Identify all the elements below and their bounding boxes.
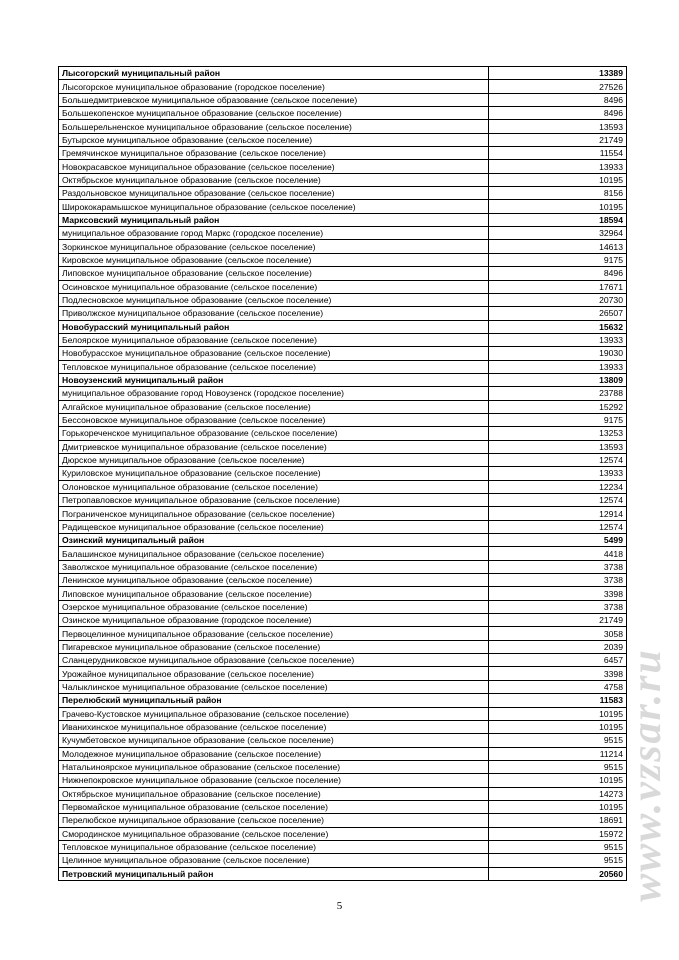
- value-cell: 9515: [489, 840, 627, 853]
- table-row: [59, 80, 627, 93]
- table-row: [59, 133, 627, 146]
- municipality-name: Целинное муниципальное образование (сельское поселение): [59, 854, 489, 867]
- municipality-name: Гремячинское муниципальное образование (сельское поселение): [59, 147, 489, 160]
- municipality-name: Смородинское муниципальное образование (сельское поселение): [59, 827, 489, 840]
- value-cell: 4758: [489, 680, 627, 693]
- municipality-name: Горькореченское муниципальное образование (сельское поселение): [59, 427, 489, 440]
- table-row: [59, 520, 627, 533]
- value-cell: 23788: [489, 387, 627, 400]
- value-cell: 20560: [489, 867, 627, 880]
- municipality-name: Новобурасское муниципальное образование (сельское поселение): [59, 347, 489, 360]
- value-cell: 13933: [489, 360, 627, 373]
- municipality-name: Радищевское муниципальное образование (сельское поселение): [59, 520, 489, 533]
- value-cell: 21749: [489, 133, 627, 146]
- table-row: [59, 760, 627, 773]
- district-row: [59, 534, 627, 547]
- value-cell: 2039: [489, 640, 627, 653]
- table-body: [59, 67, 627, 881]
- district-row: [59, 373, 627, 386]
- municipality-name: Новокрасавское муниципальное образование (сельское поселение): [59, 160, 489, 173]
- table-row: [59, 560, 627, 573]
- value-cell: 26507: [489, 307, 627, 320]
- value-cell: 15972: [489, 827, 627, 840]
- table-row: [59, 293, 627, 306]
- value-cell: 13593: [489, 440, 627, 453]
- table-row: [59, 747, 627, 760]
- table-row: [59, 507, 627, 520]
- table-row: [59, 147, 627, 160]
- table-row: [59, 574, 627, 587]
- table-row: [59, 680, 627, 693]
- municipality-name: Липовское муниципальное образование (сельское поселение): [59, 267, 489, 280]
- value-cell: 5499: [489, 534, 627, 547]
- municipality-name: Большедмитриевское муниципальное образование (сельское поселение): [59, 93, 489, 106]
- district-row: [59, 694, 627, 707]
- municipality-name: Балашинское муниципальное образование (сельское поселение): [59, 547, 489, 560]
- municipality-name: Первоцелинное муниципальное образование (сельское поселение): [59, 627, 489, 640]
- table-row: [59, 307, 627, 320]
- municipality-name: Кировское муниципальное образование (сельское поселение): [59, 253, 489, 266]
- municipality-name: Бутырское муниципальное образование (сельское поселение): [59, 133, 489, 146]
- municipality-name: Молодежное муниципальное образование (сельское поселение): [59, 747, 489, 760]
- municipality-name: Сланцерудниковское муниципальное образование (сельское поселение): [59, 654, 489, 667]
- value-cell: 12574: [489, 453, 627, 466]
- table-row: [59, 480, 627, 493]
- table-row: [59, 440, 627, 453]
- district-row: [59, 320, 627, 333]
- table-row: [59, 160, 627, 173]
- municipality-name: Кучумбетовское муниципальное образование (сельское поселение): [59, 734, 489, 747]
- value-cell: 6457: [489, 654, 627, 667]
- table-row: [59, 253, 627, 266]
- table-row: [59, 267, 627, 280]
- table-row: [59, 600, 627, 613]
- municipality-name: муниципальное образование город Новоузенск (городское поселение): [59, 387, 489, 400]
- table-row: [59, 173, 627, 186]
- municipality-name: Перелюбское муниципальное образование (сельское поселение): [59, 814, 489, 827]
- municipality-name: муниципальное образование город Маркс (городское поселение): [59, 227, 489, 240]
- value-cell: 12234: [489, 480, 627, 493]
- data-table: [58, 66, 627, 881]
- table-row: [59, 800, 627, 813]
- table-row: [59, 413, 627, 426]
- table-row: [59, 280, 627, 293]
- value-cell: 11583: [489, 694, 627, 707]
- value-cell: 10195: [489, 200, 627, 213]
- municipality-name: Бессоновское муниципальное образование (сельское поселение): [59, 413, 489, 426]
- value-cell: 10195: [489, 720, 627, 733]
- table-row: [59, 814, 627, 827]
- municipality-name: Октябрьское муниципальное образование (сельское поселение): [59, 173, 489, 186]
- value-cell: 14613: [489, 240, 627, 253]
- district-name: Марксовский муниципальный район: [59, 213, 489, 226]
- table-row: [59, 494, 627, 507]
- municipality-name: Зоркинское муниципальное образование (сельское поселение): [59, 240, 489, 253]
- table-row: [59, 427, 627, 440]
- value-cell: 8156: [489, 187, 627, 200]
- value-cell: 3738: [489, 600, 627, 613]
- district-name: Новобурасский муниципальный район: [59, 320, 489, 333]
- district-name: Озинский муниципальный район: [59, 534, 489, 547]
- table-row: [59, 107, 627, 120]
- value-cell: 8496: [489, 107, 627, 120]
- value-cell: 13809: [489, 373, 627, 386]
- value-cell: 12574: [489, 494, 627, 507]
- table-row: [59, 240, 627, 253]
- table-row: [59, 627, 627, 640]
- value-cell: 13933: [489, 160, 627, 173]
- table-row: [59, 720, 627, 733]
- municipality-name: Дюрское муниципальное образование (сельское поселение): [59, 453, 489, 466]
- district-name: Новоузенский муниципальный район: [59, 373, 489, 386]
- value-cell: 18691: [489, 814, 627, 827]
- table-row: [59, 827, 627, 840]
- municipality-name: Нижнепокровское муниципальное образование (сельское поселение): [59, 774, 489, 787]
- table-row: [59, 467, 627, 480]
- value-cell: 27526: [489, 80, 627, 93]
- district-row: [59, 67, 627, 80]
- municipality-name: Лысогорское муниципальное образование (городское поселение): [59, 80, 489, 93]
- value-cell: 3738: [489, 574, 627, 587]
- municipality-name: Приволжское муниципальное образование (сельское поселение): [59, 307, 489, 320]
- table-row: [59, 840, 627, 853]
- table-row: [59, 774, 627, 787]
- table-row: [59, 227, 627, 240]
- value-cell: 18594: [489, 213, 627, 226]
- value-cell: 9515: [489, 854, 627, 867]
- table-row: [59, 734, 627, 747]
- value-cell: 11214: [489, 747, 627, 760]
- municipality-name: Озерское муниципальное образование (сельское поселение): [59, 600, 489, 613]
- table-row: [59, 400, 627, 413]
- municipality-name: Иванихинское муниципальное образование (сельское поселение): [59, 720, 489, 733]
- table-row: [59, 854, 627, 867]
- watermark-text: www.vzsar.ru: [624, 648, 670, 902]
- value-cell: 14273: [489, 787, 627, 800]
- table-row: [59, 200, 627, 213]
- municipality-name: Петропавловское муниципальное образование (сельское поселение): [59, 494, 489, 507]
- value-cell: 3738: [489, 560, 627, 573]
- table-row: [59, 707, 627, 720]
- municipality-name: Алгайское муниципальное образование (сельское поселение): [59, 400, 489, 413]
- value-cell: 10195: [489, 800, 627, 813]
- municipality-name: Раздольновское муниципальное образование (сельское поселение): [59, 187, 489, 200]
- value-cell: 12914: [489, 507, 627, 520]
- municipality-name: Дмитриевское муниципальное образование (сельское поселение): [59, 440, 489, 453]
- value-cell: 15632: [489, 320, 627, 333]
- watermark: [620, 600, 674, 950]
- value-cell: 12574: [489, 520, 627, 533]
- value-cell: 17671: [489, 280, 627, 293]
- municipality-name: Олоновское муниципальное образование (сельское поселение): [59, 480, 489, 493]
- municipality-name: Белоярское муниципальное образование (сельское поселение): [59, 333, 489, 346]
- municipality-name: Большекопенское муниципальное образование (сельское поселение): [59, 107, 489, 120]
- municipality-name: Тепловское муниципальное образование (сельское поселение): [59, 840, 489, 853]
- municipality-name: Чалыклинское муниципальное образование (сельское поселение): [59, 680, 489, 693]
- table-row: [59, 387, 627, 400]
- municipality-name: Подлесновское муниципальное образование (сельское поселение): [59, 293, 489, 306]
- municipality-name: Ленинское муниципальное образование (сельское поселение): [59, 574, 489, 587]
- value-cell: 32964: [489, 227, 627, 240]
- district-name: Перелюбский муниципальный район: [59, 694, 489, 707]
- table-row: [59, 333, 627, 346]
- value-cell: 9175: [489, 253, 627, 266]
- district-row: [59, 867, 627, 880]
- value-cell: 13933: [489, 467, 627, 480]
- value-cell: 13593: [489, 120, 627, 133]
- municipality-name: Куриловское муниципальное образование (сельское поселение): [59, 467, 489, 480]
- municipality-name: Тепловское муниципальное образование (сельское поселение): [59, 360, 489, 373]
- value-cell: 8496: [489, 267, 627, 280]
- value-cell: 20730: [489, 293, 627, 306]
- value-cell: 13253: [489, 427, 627, 440]
- value-cell: 10195: [489, 707, 627, 720]
- municipality-name: Большерельненское муниципальное образование (сельское поселение): [59, 120, 489, 133]
- municipality-name: Пограниченское муниципальное образование (сельское поселение): [59, 507, 489, 520]
- value-cell: 13933: [489, 333, 627, 346]
- district-row: [59, 213, 627, 226]
- municipality-name: Осиновское муниципальное образование (сельское поселение): [59, 280, 489, 293]
- district-name: Петровский муниципальный район: [59, 867, 489, 880]
- value-cell: 11554: [489, 147, 627, 160]
- value-cell: 10195: [489, 173, 627, 186]
- district-name: Лысогорский муниципальный район: [59, 67, 489, 80]
- table-row: [59, 93, 627, 106]
- municipality-name: Ширококарамышское муниципальное образование (сельское поселение): [59, 200, 489, 213]
- municipality-name: Озинское муниципальное образование (городское поселение): [59, 614, 489, 627]
- value-cell: 8496: [489, 93, 627, 106]
- municipality-name: Октябрьское муниципальное образование (сельское поселение): [59, 787, 489, 800]
- table-row: [59, 360, 627, 373]
- value-cell: 9515: [489, 760, 627, 773]
- table-row: [59, 453, 627, 466]
- value-cell: 13389: [489, 67, 627, 80]
- municipality-name: Грачево-Кустовское муниципальное образование (сельское поселение): [59, 707, 489, 720]
- table-row: [59, 787, 627, 800]
- table-row: [59, 547, 627, 560]
- table-row: [59, 614, 627, 627]
- municipality-name: Урожайное муниципальное образование (сельское поселение): [59, 667, 489, 680]
- value-cell: 21749: [489, 614, 627, 627]
- table-row: [59, 120, 627, 133]
- value-cell: 3058: [489, 627, 627, 640]
- table-row: [59, 640, 627, 653]
- value-cell: 19030: [489, 347, 627, 360]
- value-cell: 9515: [489, 734, 627, 747]
- municipality-name: Натальиноярское муниципальное образование (сельское поселение): [59, 760, 489, 773]
- municipality-name: Липовское муниципальное образование (сельское поселение): [59, 587, 489, 600]
- value-cell: 10195: [489, 774, 627, 787]
- value-cell: 3398: [489, 587, 627, 600]
- table-row: [59, 667, 627, 680]
- municipality-name: Пигаревское муниципальное образование (сельское поселение): [59, 640, 489, 653]
- value-cell: 4418: [489, 547, 627, 560]
- table-row: [59, 654, 627, 667]
- table-row: [59, 587, 627, 600]
- page-number: 5: [336, 900, 343, 912]
- value-cell: 9175: [489, 413, 627, 426]
- municipality-name: Первомайское муниципальное образование (сельское поселение): [59, 800, 489, 813]
- table-row: [59, 347, 627, 360]
- municipality-name: Заволжское муниципальное образование (сельское поселение): [59, 560, 489, 573]
- value-cell: 15292: [489, 400, 627, 413]
- table-row: [59, 187, 627, 200]
- value-cell: 3398: [489, 667, 627, 680]
